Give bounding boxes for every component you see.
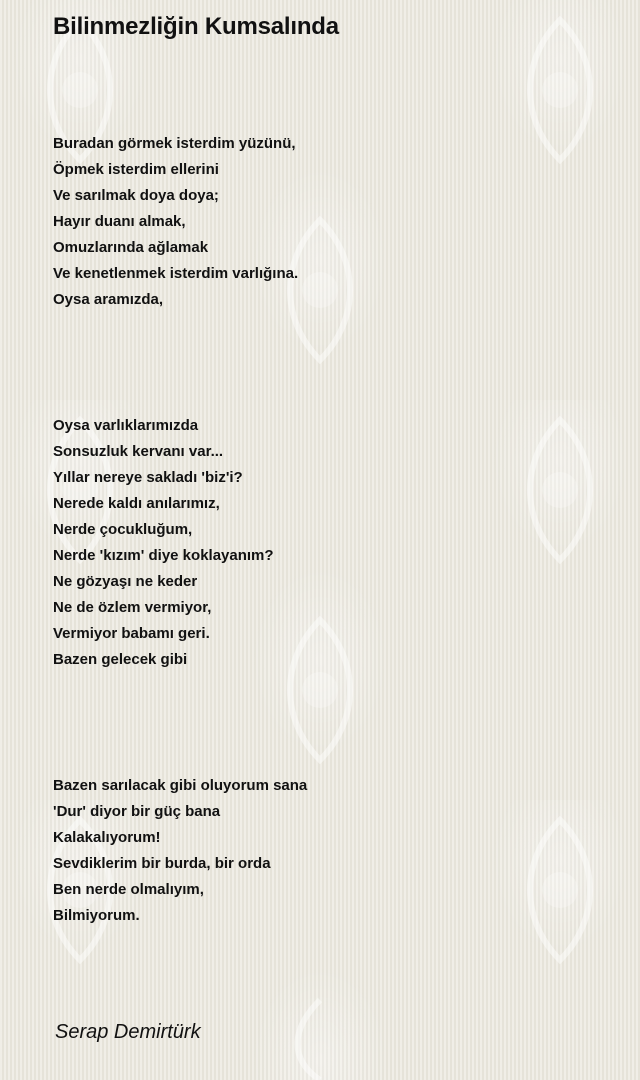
poem-line: Bilmiyorum. <box>53 907 140 924</box>
stanza-2 <box>53 413 274 673</box>
poem-line: Sevdiklerim bir burda, bir orda <box>53 855 271 872</box>
poem-line: Kalakalıyorum! <box>53 829 161 846</box>
poem-line: Ve sarılmak doya doya; <box>53 187 219 204</box>
poem-line: Sonsuzluk kervanı var... <box>53 443 224 460</box>
poem-line: Vermiyor babamı geri. <box>53 625 210 642</box>
poem-line: Nerde 'kızım' diye koklayanım? <box>53 547 274 564</box>
poem-line: Oysa aramızda, <box>53 291 164 308</box>
poem-line: Bazen gelecek gibi <box>53 651 188 668</box>
poem-line: Yıllar nereye sakladı 'biz'i? <box>53 469 243 486</box>
poem-line: Nerede kaldı anılarımız, <box>53 495 220 512</box>
poem-line: Ne de özlem vermiyor, <box>53 599 212 616</box>
poem-line: Nerde çocukluğum, <box>53 521 193 538</box>
poem-line: Ve kenetlenmek isterdim varlığına. <box>53 265 299 282</box>
poem-line: Hayır duanı almak, <box>53 213 186 230</box>
poem-line: Öpmek isterdim ellerini <box>53 161 219 178</box>
poem-line: 'Dur' diyor bir güç bana <box>53 803 221 820</box>
poem-line: Ben nerde olmalıyım, <box>53 881 204 898</box>
poem-title: Bilinmezliğin Kumsalında <box>53 13 339 40</box>
stanza-1 <box>53 131 298 313</box>
poem-line: Omuzlarında ağlamak <box>53 239 209 256</box>
poem-line: Oysa varlıklarımızda <box>53 417 199 434</box>
poem-author: Serap Demirtürk <box>55 1021 201 1043</box>
poem-line: Ne gözyaşı ne keder <box>53 573 198 590</box>
stanza-3 <box>53 773 307 929</box>
poem-line: Bazen sarılacak gibi oluyorum sana <box>53 777 308 794</box>
poem-line: Buradan görmek isterdim yüzünü, <box>53 135 296 152</box>
